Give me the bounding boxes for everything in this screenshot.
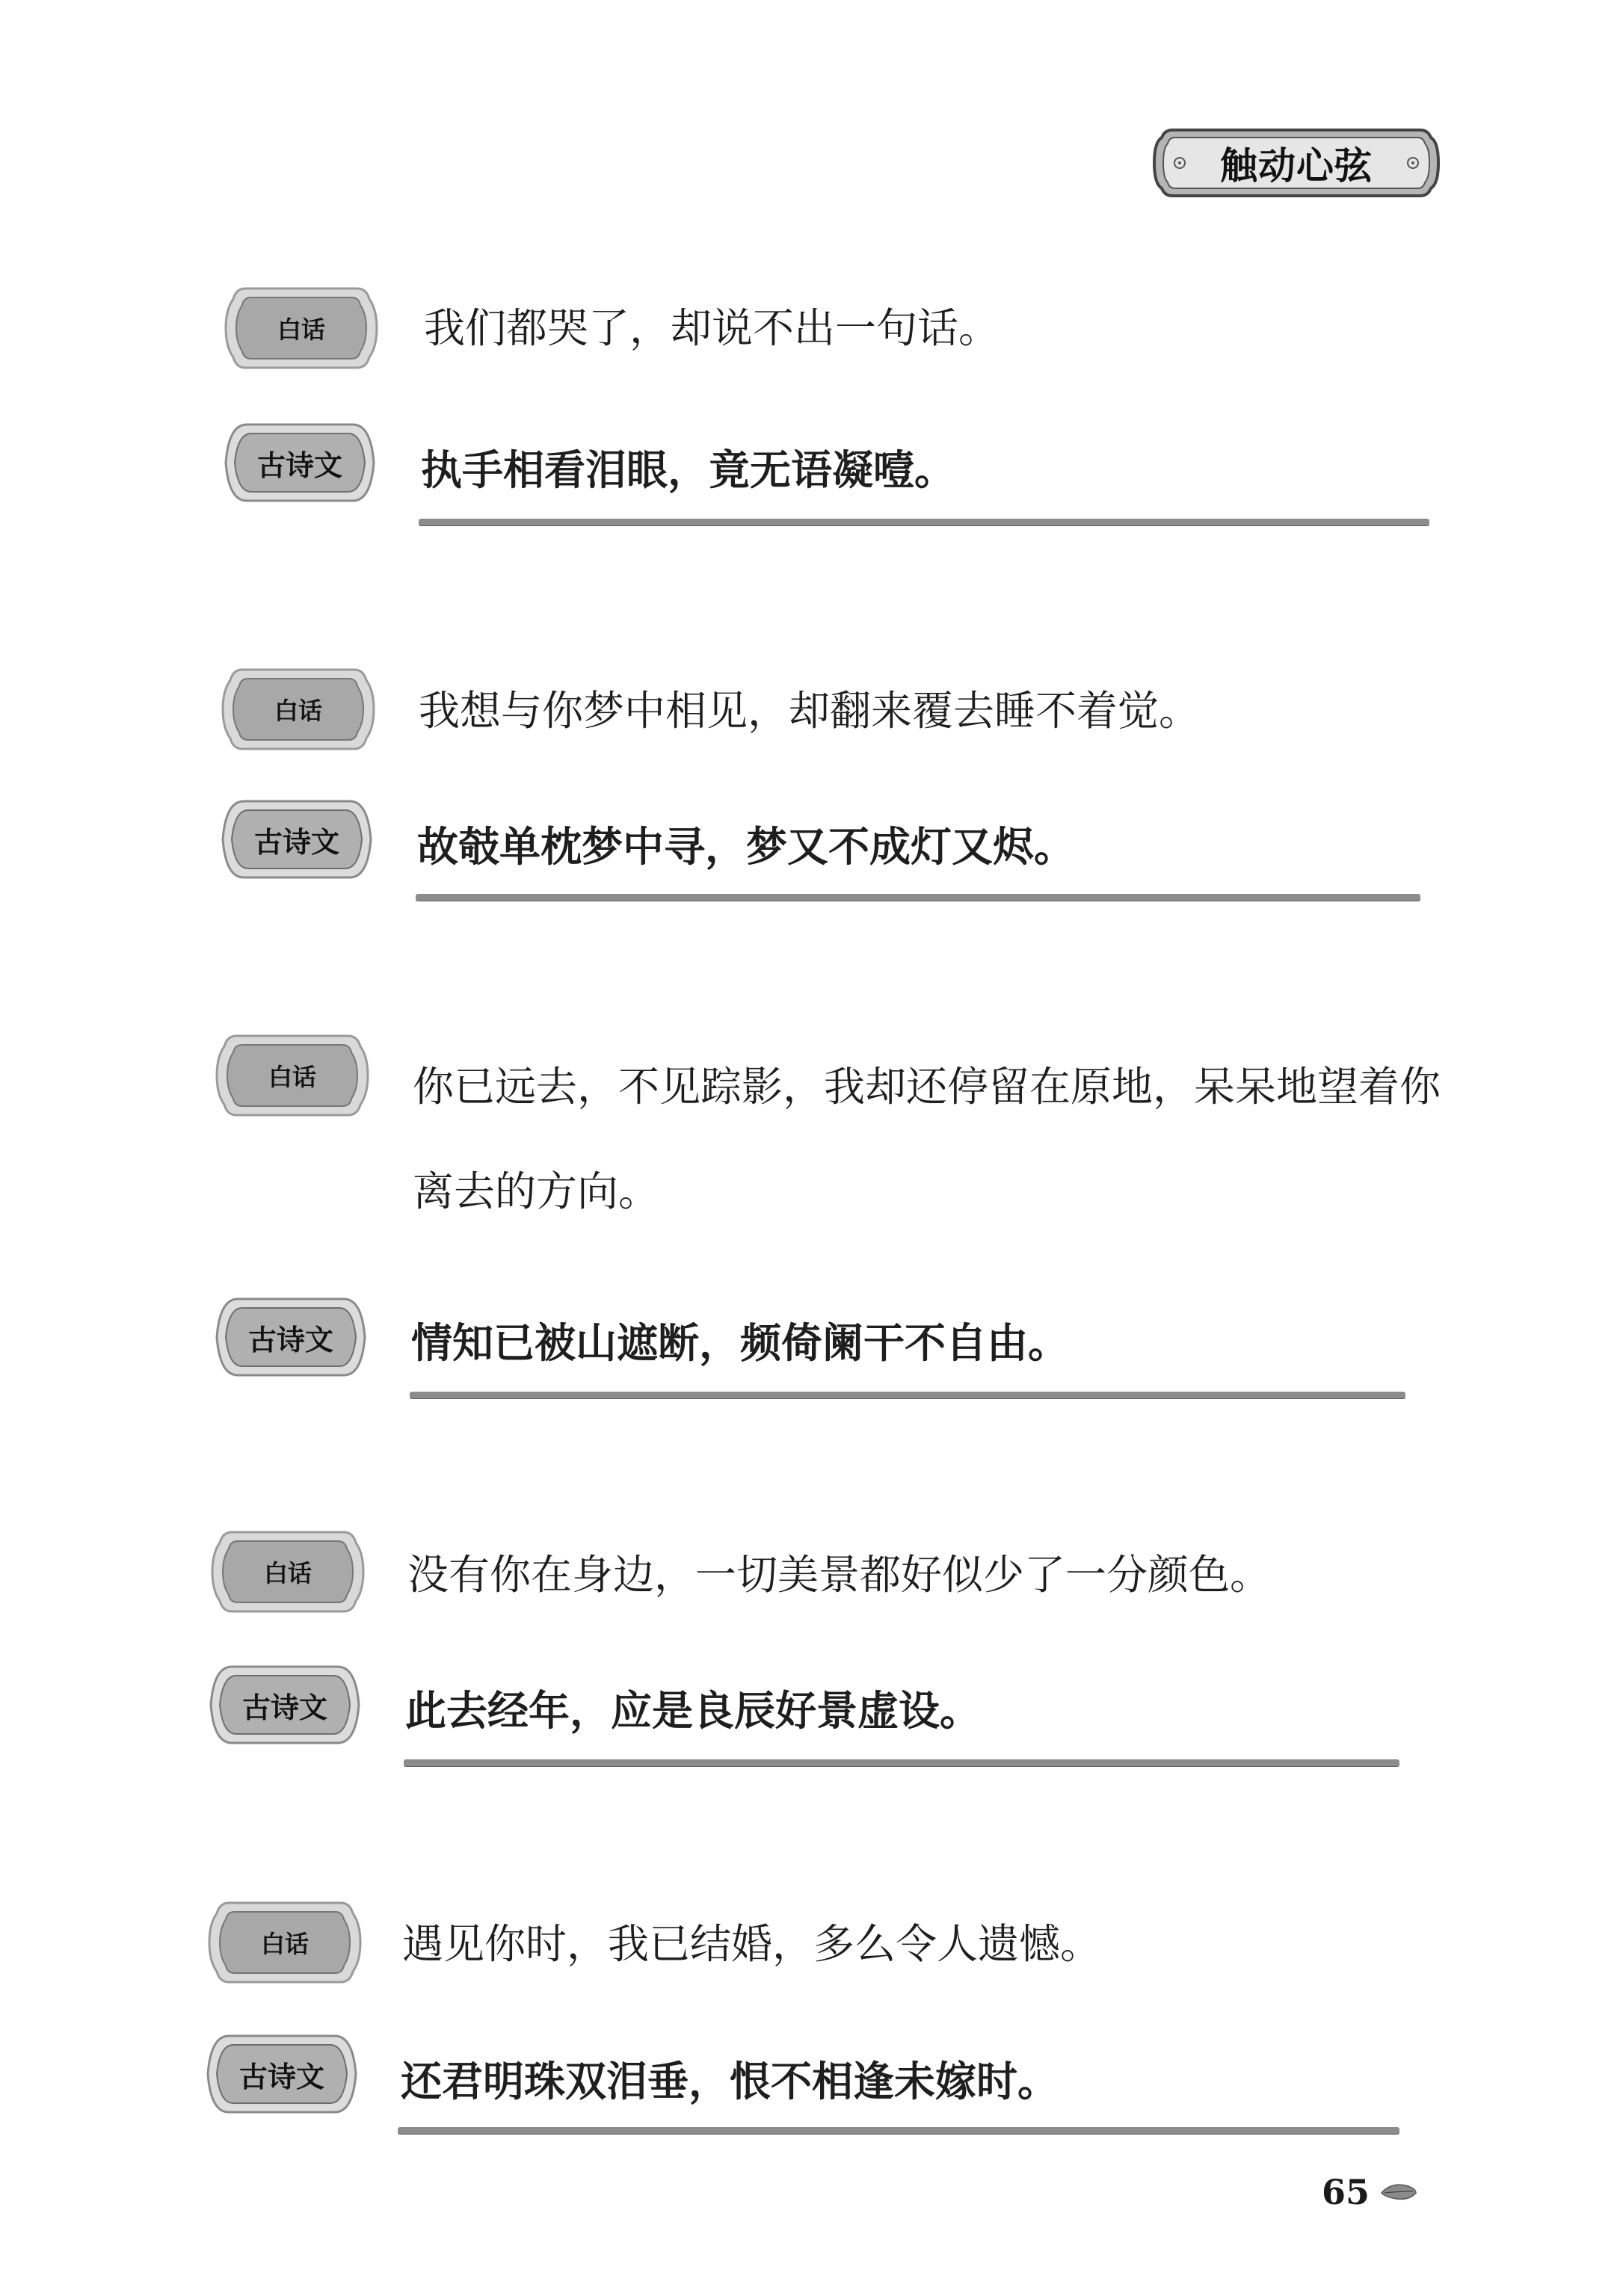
baihua-label: 白话 bbox=[274, 697, 322, 725]
baihua-badge bbox=[214, 1031, 371, 1120]
baihua-badge bbox=[206, 1898, 363, 1987]
baihua-badge bbox=[209, 1528, 366, 1616]
gushiwen-label: 古诗文 bbox=[238, 2060, 324, 2093]
modern-text: 你已远去，不见踪影，我却还停留在原地，呆呆地望着你离去的方向。 bbox=[413, 1063, 1441, 1215]
page-number: 65 bbox=[1322, 2172, 1370, 2212]
classic-text: 还君明珠双泪垂，恨不相逢未嫁时。 bbox=[401, 2058, 1059, 2105]
gushiwen-label: 古诗文 bbox=[253, 825, 339, 859]
gushiwen-badge bbox=[221, 419, 378, 507]
gushiwen-badge bbox=[206, 1661, 363, 1749]
divider-line bbox=[404, 1759, 1399, 1766]
modern-text: 我们都哭了，却说不出一句话。 bbox=[424, 304, 1000, 352]
baihua-label: 白话 bbox=[260, 1930, 309, 1958]
divider-line bbox=[410, 1392, 1405, 1398]
gushiwen-badge bbox=[212, 1293, 369, 1381]
baihua-label: 白话 bbox=[277, 315, 325, 344]
modern-text: 没有你在身边，一切美景都好似少了一分颜色。 bbox=[407, 1551, 1272, 1599]
leaf-ornament-icon bbox=[1380, 2181, 1417, 2206]
gushiwen-badge bbox=[203, 2030, 360, 2118]
baihua-label: 白话 bbox=[263, 1559, 312, 1587]
gushiwen-label: 古诗文 bbox=[247, 1323, 333, 1357]
baihua-label: 白话 bbox=[268, 1063, 316, 1091]
classic-text: 情知已被山遮断，频倚阑干不自由。 bbox=[411, 1319, 1070, 1367]
modern-text: 我想与你梦中相见，却翻来覆去睡不着觉。 bbox=[419, 687, 1201, 735]
baihua-badge bbox=[220, 665, 377, 753]
gushiwen-label: 古诗文 bbox=[241, 1691, 327, 1724]
divider-line bbox=[416, 894, 1420, 901]
gushiwen-label: 古诗文 bbox=[256, 448, 342, 482]
divider-line bbox=[419, 519, 1429, 525]
classic-text: 故攲单枕梦中寻，梦又不成灯又烬。 bbox=[417, 823, 1076, 871]
classic-text: 执手相看泪眼，竟无语凝噎。 bbox=[421, 446, 956, 494]
section-tag bbox=[1150, 126, 1443, 200]
modern-text: 遇见你时，我已结婚，多么令人遗憾。 bbox=[402, 1920, 1102, 1968]
gushiwen-badge bbox=[218, 795, 375, 883]
divider-line bbox=[398, 2127, 1399, 2134]
section-tag-label: 触动心弦 bbox=[1220, 144, 1373, 188]
classic-text: 此去经年，应是良辰好景虚设。 bbox=[405, 1687, 982, 1735]
baihua-badge bbox=[223, 284, 380, 372]
